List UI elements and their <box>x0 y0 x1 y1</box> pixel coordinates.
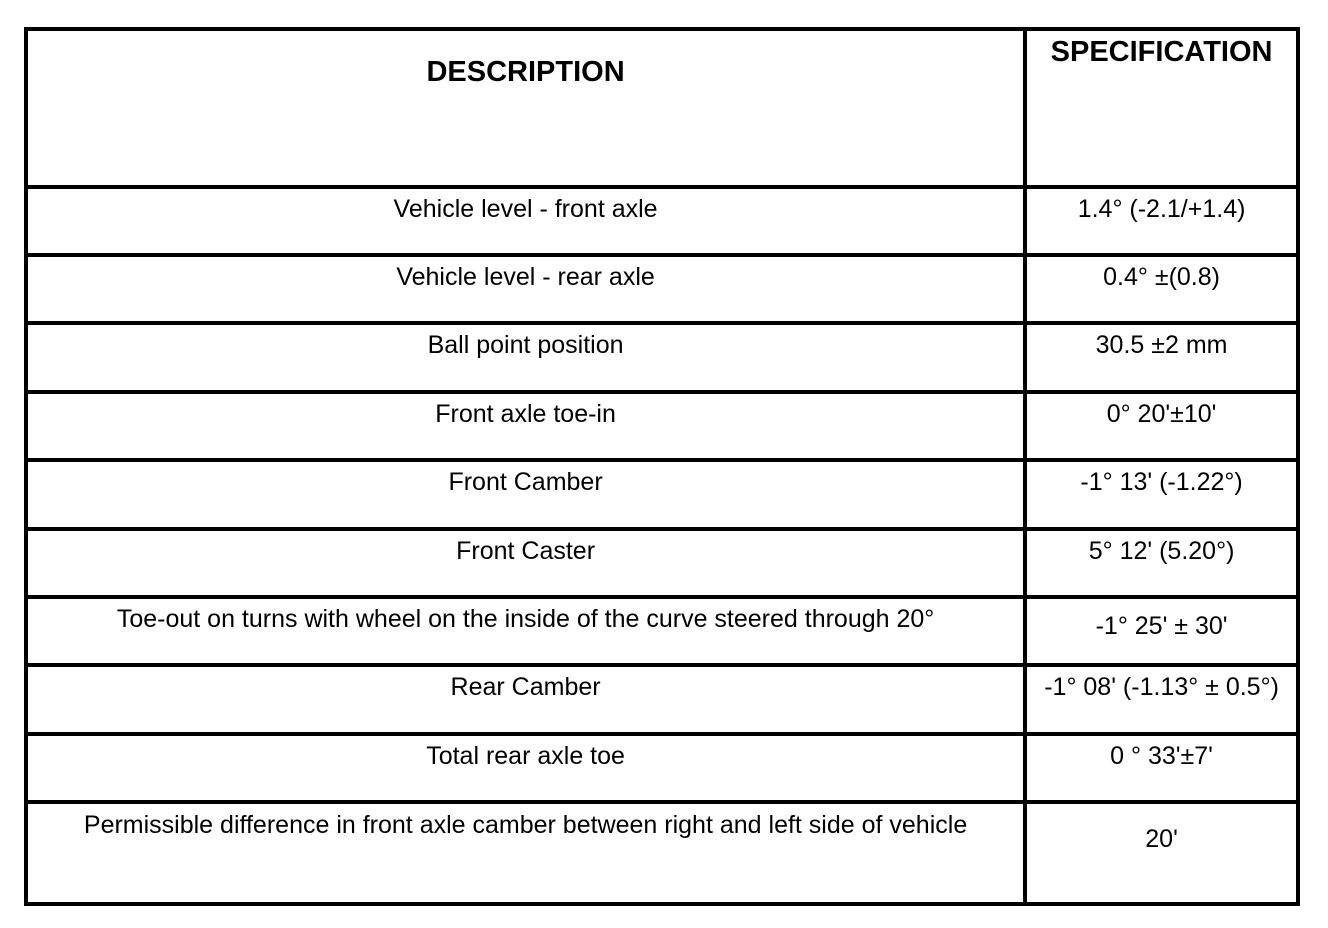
row-description: Vehicle level - rear axle <box>26 255 1025 323</box>
table-row <box>26 734 1298 802</box>
row-description: Toe-out on turns with wheel on the inside of the curve steered through 20° <box>26 597 1025 665</box>
table-row <box>26 187 1298 255</box>
row-specification: 20' <box>1025 802 1298 904</box>
row-specification: 0 ° 33'±7' <box>1025 734 1298 802</box>
row-description: Vehicle level - front axle <box>26 187 1025 255</box>
table-row <box>26 392 1298 460</box>
row-description: Front axle toe-in <box>26 392 1025 460</box>
table-row <box>26 665 1298 733</box>
table-row <box>26 529 1298 597</box>
table-row <box>26 802 1298 904</box>
row-description: Front Caster <box>26 529 1025 597</box>
specification-table <box>24 27 1300 906</box>
row-description: Total rear axle toe <box>26 734 1025 802</box>
row-specification: 1.4° (-2.1/+1.4) <box>1025 187 1298 255</box>
row-specification: 5° 12' (5.20°) <box>1025 529 1298 597</box>
description-column-header: DESCRIPTION <box>26 29 1025 187</box>
row-description: Ball point position <box>26 323 1025 391</box>
table-header-row <box>26 29 1298 187</box>
table-row <box>26 255 1298 323</box>
row-specification: 0° 20'±10' <box>1025 392 1298 460</box>
row-description: Front Camber <box>26 460 1025 528</box>
row-specification: 0.4° ±(0.8) <box>1025 255 1298 323</box>
row-specification: -1° 08' (-1.13° ± 0.5°) <box>1025 665 1298 733</box>
specification-column-header: SPECIFICATION <box>1025 29 1298 187</box>
row-specification: -1° 25' ± 30' <box>1025 597 1298 665</box>
row-specification: 30.5 ±2 mm <box>1025 323 1298 391</box>
table-row <box>26 597 1298 665</box>
row-description: Permissible difference in front axle camber between right and left side of vehicle <box>26 802 1025 904</box>
row-description: Rear Camber <box>26 665 1025 733</box>
table-row <box>26 323 1298 391</box>
table-row <box>26 460 1298 528</box>
row-specification: -1° 13' (-1.22°) <box>1025 460 1298 528</box>
